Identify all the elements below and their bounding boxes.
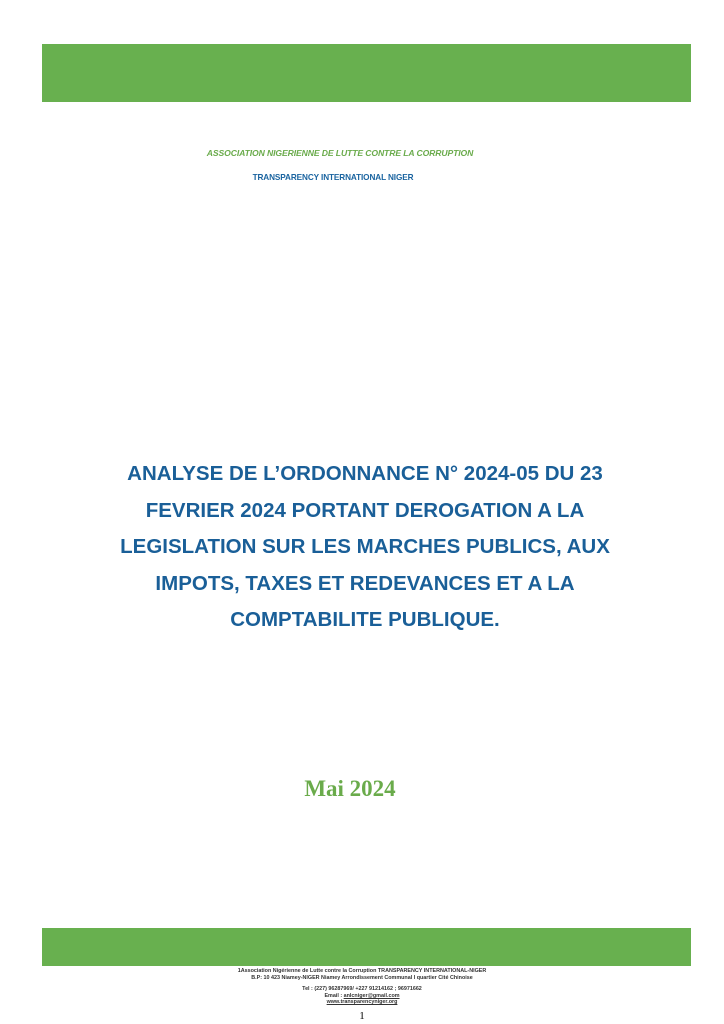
title-line: IMPOTS, TAXES ET REDEVANCES ET A LA bbox=[155, 571, 575, 595]
footer-email-label: Email : bbox=[324, 992, 344, 999]
title-line: FEVRIER 2024 PORTANT DEROGATION A LA bbox=[145, 498, 585, 522]
page-number: 1 bbox=[359, 1010, 365, 1022]
title-line: LEGISLATION SUR LES MARCHES PUBLICS, AUX bbox=[120, 535, 610, 558]
title-line: COMPTABILITE PUBLIQUE. bbox=[230, 608, 500, 631]
footer-email-row bbox=[0, 993, 724, 1000]
document-date: Mai 2024 bbox=[304, 776, 396, 801]
organization-name: ASSOCIATION NIGERIENNE DE LUTTE CONTRE LA CORRUPTION bbox=[206, 148, 474, 158]
footer-phone: Tel : (227) 96287969/ +227 91214162 ; 96971662 bbox=[302, 986, 422, 993]
footer-email-link[interactable]: anlcniger@gmail.com bbox=[343, 992, 400, 999]
title-line: ANALYSE DE L’ORDONNANCE N° 2024-05 DU 23 bbox=[127, 462, 603, 485]
footer-green-band bbox=[42, 928, 691, 966]
footer-website-link[interactable]: www.transparencyniger.org bbox=[326, 999, 398, 1006]
footer-line: 1Association Nigérienne de Lutte contre la Corruption TRANSPARENCY INTERNATIONAL-NIGER bbox=[237, 968, 487, 974]
footer bbox=[0, 968, 724, 1006]
organization-subtitle: TRANSPARENCY INTERNATIONAL NIGER bbox=[252, 173, 414, 182]
footer-address: B.P: 10 423 Niamey-NIGER Niamey Arrondissement Communal I quartier Cité Chinoise bbox=[251, 974, 473, 981]
header-green-band bbox=[42, 44, 691, 102]
document-title bbox=[100, 456, 630, 639]
